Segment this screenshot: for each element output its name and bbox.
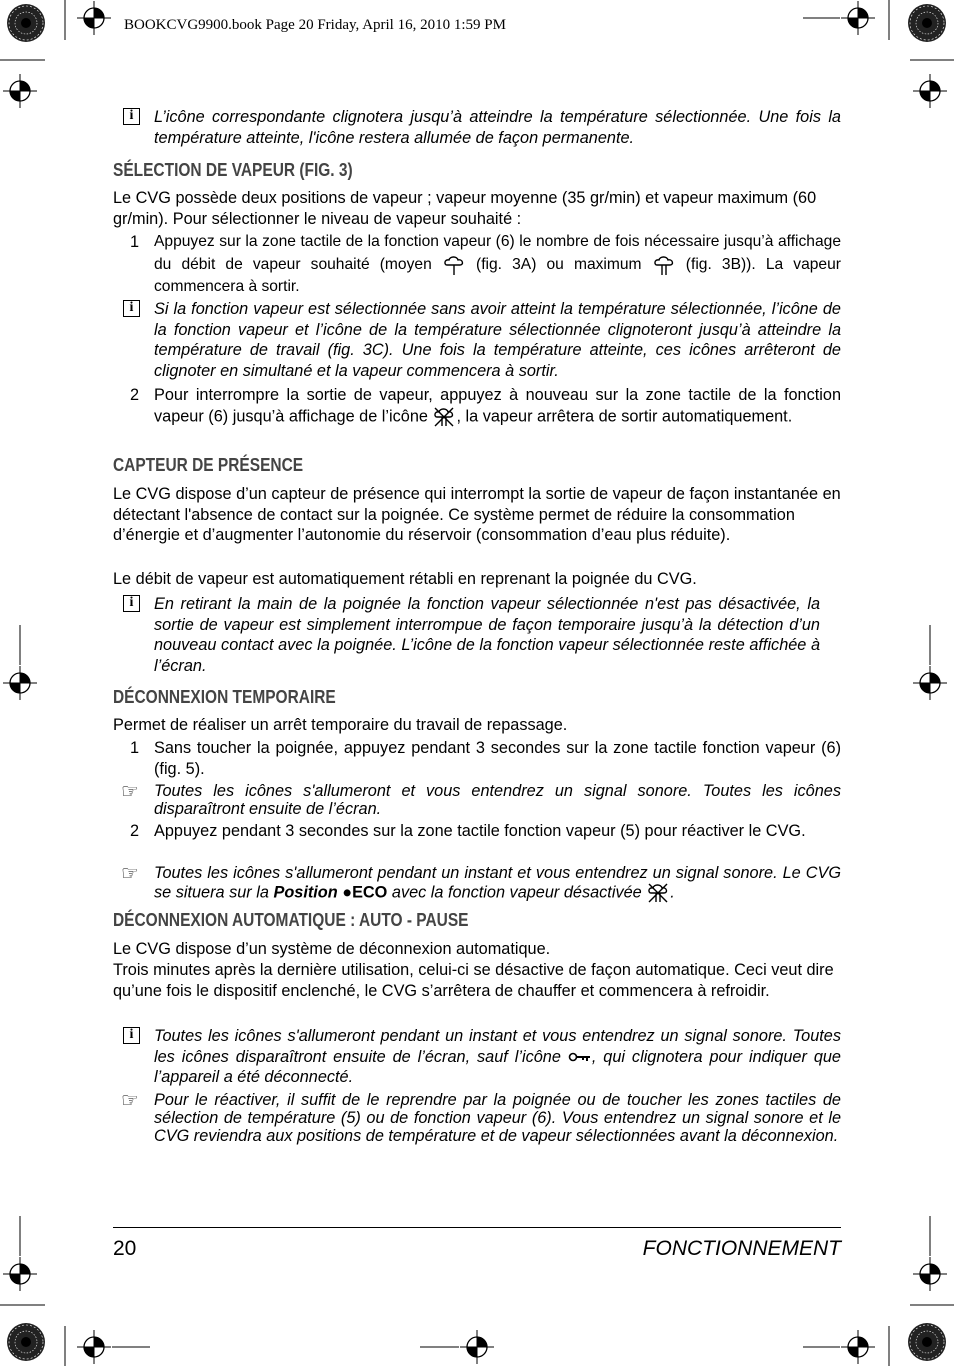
info-note-text: Si la fonction vapeur est sélectionnée sans avoir atteint la température sélectionnée, l’icône de la fonction vapeur et l’icône de la température sélectionnée clignoteront jusqu’à atteindre la température de travail (fig. 3C). Une fois la température atteinte, ces icônes arrêteront de clignoter en simultané et la vapeur commencera à sortir. bbox=[154, 300, 841, 380]
paragraph-text: Permet de réaliser un arrêt temporaire du travail de repassage. bbox=[113, 716, 568, 734]
hint-note-text: Toutes les icônes s'allumeront et vous entendrez un signal sonore. Toutes les icônes disparaîtront ensuite de l’écran. bbox=[154, 782, 841, 818]
hint-text-part: avec la fonction vapeur désactivée bbox=[391, 883, 642, 902]
paragraph-text: Trois minutes après la dernière utilisation, celui-ci se désactive de façon automatique. Ceci veut dire qu’une fois le dispositif enclenché, le CVG s’arrêtera de chauffer et commencera à refroidir. bbox=[113, 961, 834, 1000]
eco-dot-icon: ● bbox=[342, 883, 353, 902]
hint-note-text: Pour le réactiver, il suffit de le reprendre par la poignée ou de toucher les zones tactiles de sélection de température (5) ou de fonction vapeur (6). Vous entendrez un signal sonore et le CVG reviendra aux positions de température et de vapeur sélectionnées avant la déconnexion. bbox=[154, 1091, 841, 1145]
hint-note-text bbox=[154, 864, 841, 904]
section-heading-steam: SÉLECTION DE VAPEUR (FIG. 3) bbox=[113, 160, 353, 180]
footer-rule bbox=[113, 1227, 841, 1228]
section-heading-temporary: DÉCONNEXION TEMPORAIRE bbox=[113, 687, 336, 707]
step-text: Appuyez pendant 3 secondes sur la zone tactile fonction vapeur (5) pour réactiver le CVG. bbox=[154, 822, 806, 840]
step-text-part: Appuyez sur la zone tactile de la fonction vapeur (6) le nombre de fois nécessaire jusqu’à affichage du débit de vapeur souhaité (moyen bbox=[154, 233, 841, 273]
page-number: 20 bbox=[113, 1237, 137, 1260]
info-note-part: , qui clignotera pour indiquer que l’appareil a été déconnecté. bbox=[154, 1047, 841, 1086]
step-text bbox=[154, 232, 841, 297]
steam-maximum-icon bbox=[652, 253, 676, 277]
paragraph bbox=[113, 960, 841, 1001]
pointing-hand-icon: ☞ bbox=[121, 863, 139, 885]
info-icon: i bbox=[123, 595, 140, 612]
paragraph bbox=[113, 484, 841, 546]
key-icon bbox=[568, 1051, 592, 1063]
paragraph-text: Le CVG dispose d’un capteur de présence qui interrompt la sortie de vapeur de façon instantanée en détectant l'absence de contact sur la poignée. Ce système permet de réduire la consommation d’énergie et d’augmenter l’autonomie du réservoir (consommation d’eau plus réduite). bbox=[113, 485, 841, 544]
info-icon: i bbox=[123, 1027, 140, 1044]
info-icon: i bbox=[123, 300, 140, 317]
section-heading-presence: CAPTEUR DE PRÉSENCE bbox=[113, 455, 304, 475]
position-label: Position bbox=[273, 883, 338, 902]
paragraph bbox=[113, 188, 841, 229]
hint-text-part: Toutes les icônes s'allumeront pendant un instant et vous entendrez un signal sonore. Le CVG se situera sur la bbox=[154, 864, 841, 902]
step-number: 1 bbox=[130, 739, 140, 757]
paragraph-text: Le CVG possède deux positions de vapeur ; vapeur moyenne (35 gr/min) et vapeur maximum (60 gr/min). Pour sélectionner le niveau de vapeur souhaité : bbox=[113, 189, 817, 228]
step-number: 2 bbox=[130, 386, 140, 404]
step-text-part: Pour interrompre la sortie de vapeur, appuyez à nouveau sur la zone tactile de la fonction vapeur (6) jusqu’à affichage de l’icône bbox=[154, 386, 841, 425]
info-icon: i bbox=[123, 108, 140, 125]
pointing-hand-icon: ☞ bbox=[121, 1090, 139, 1112]
paragraph-text: Le débit de vapeur est automatiquement rétabli en reprenant la poignée du CVG. bbox=[113, 570, 697, 588]
info-note-text bbox=[154, 1026, 841, 1088]
print-header: BOOKCVG9900.book Page 20 Friday, April 16, 2010 1:59 PM bbox=[124, 17, 506, 33]
paragraph bbox=[113, 715, 841, 736]
steam-medium-icon bbox=[442, 253, 466, 277]
step-number: 2 bbox=[130, 822, 140, 840]
step-text-part: (fig. 3B)). La vapeur commencera à sortir. bbox=[154, 255, 841, 295]
hint-text-part: . bbox=[670, 883, 675, 902]
info-note-text: L’icône correspondante clignotera jusqu’à atteindre la température sélectionnée. Une fois la température atteinte, l'icône restera allumée de façon permanente. bbox=[154, 108, 841, 147]
step-text-part: (fig. 3A) ou maximum bbox=[476, 255, 642, 273]
steam-off-icon bbox=[432, 406, 456, 428]
step-number: 1 bbox=[130, 233, 140, 251]
paragraph-text: Le CVG dispose d’un système de déconnexion automatique. bbox=[113, 940, 551, 958]
step-text bbox=[154, 385, 841, 428]
chapter-title: FONCTIONNEMENT bbox=[642, 1237, 841, 1260]
paragraph bbox=[113, 939, 841, 960]
pointing-hand-icon: ☞ bbox=[121, 781, 139, 803]
eco-label: ECO bbox=[352, 883, 388, 902]
step-text-part: , la vapeur arrêtera de sortir automatiquement. bbox=[456, 406, 793, 425]
info-note-part: Toutes les icônes s'allumeront pendant un instant et vous entendrez un signal sonore. Toutes les icônes disparaîtront ensuite de l’écran, sauf l’icône bbox=[154, 1027, 841, 1066]
paragraph bbox=[113, 569, 841, 590]
section-heading-auto-pause: DÉCONNEXION AUTOMATIQUE : AUTO - PAUSE bbox=[113, 910, 469, 930]
step-text: Sans toucher la poignée, appuyez pendant 3 secondes sur la zone tactile fonction vapeur (6) (fig. 5). bbox=[154, 739, 841, 778]
info-note-text: En retirant la main de la poignée la fonction vapeur sélectionnée n'est pas désactivée, la sortie de vapeur est simplement interrompue de façon temporaire jusqu’à la détection d’un nouveau contact avec la poignée. L’icône de la fonction vapeur sélectionnée reste affichée à l’écran. bbox=[154, 595, 820, 675]
steam-off-icon bbox=[646, 882, 670, 904]
